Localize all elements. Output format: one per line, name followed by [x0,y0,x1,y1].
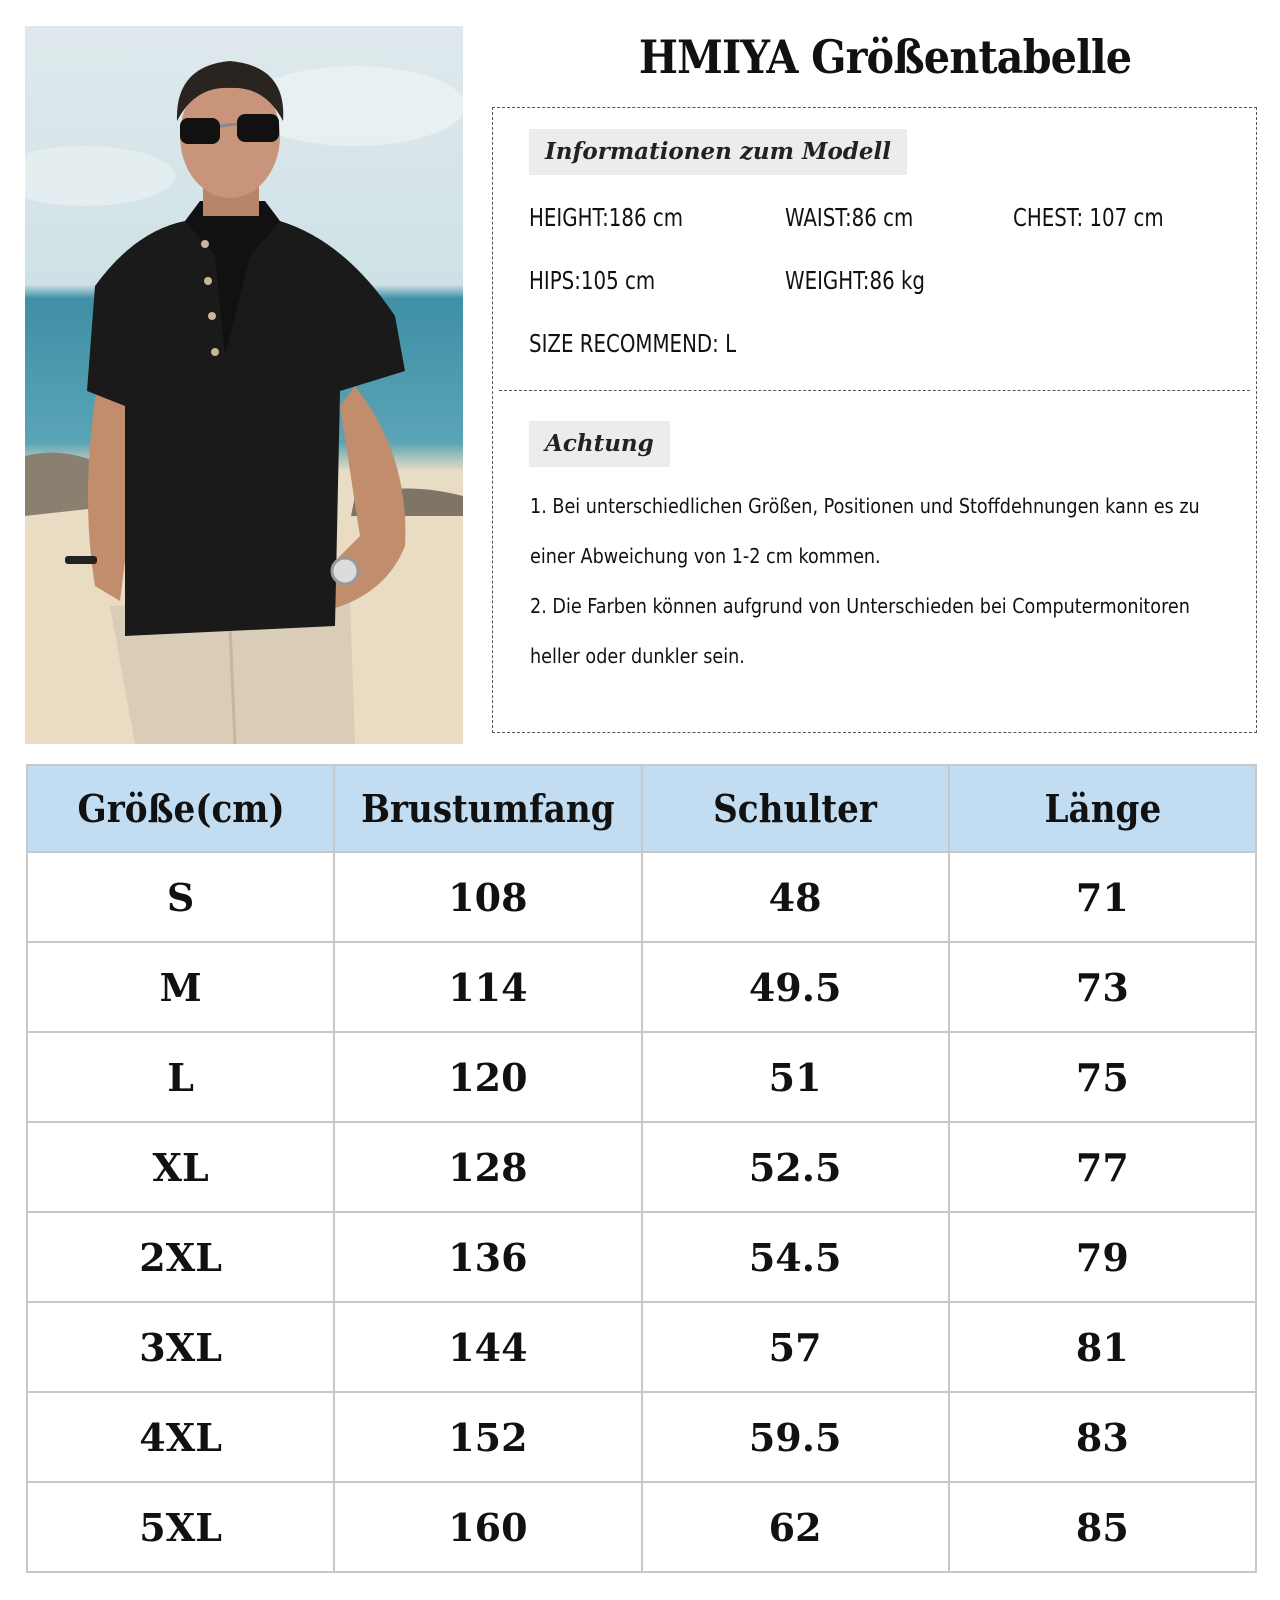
size-table [26,764,1257,1573]
table-row [27,1392,1256,1482]
cell-chest: 136 [334,1212,641,1302]
cell-size: L [27,1032,334,1122]
model-photo [25,26,463,744]
cell-chest: 120 [334,1032,641,1122]
cell-shoulder: 51 [642,1032,949,1122]
cell-shoulder: 48 [642,852,949,942]
cell-shoulder: 57 [642,1302,949,1392]
cell-length: 85 [949,1482,1256,1572]
header-shoulder: Schulter [642,765,949,852]
cell-chest: 144 [334,1302,641,1392]
attention-line-2: einer Abweichung von 1-2 cm kommen. [530,544,881,568]
cell-shoulder: 59.5 [642,1392,949,1482]
cell-size: 2XL [27,1212,334,1302]
attention-line-4: heller oder dunkler sein. [530,644,745,668]
cell-shoulder: 62 [642,1482,949,1572]
cell-size: S [27,852,334,942]
cell-length: 71 [949,852,1256,942]
cell-size: 3XL [27,1302,334,1392]
cell-length: 73 [949,942,1256,1032]
cell-chest: 160 [334,1482,641,1572]
attention-heading: Achtung [529,421,670,467]
cell-length: 75 [949,1032,1256,1122]
spec-hips: HIPS:105 cm [529,266,656,295]
spec-size-recommend: SIZE RECOMMEND: L [529,329,737,358]
header-size: Größe(cm) [27,765,334,852]
table-row [27,942,1256,1032]
spec-weight: WEIGHT:86 kg [785,266,925,295]
info-divider [499,390,1250,391]
header-chest: Brustumfang [334,765,641,852]
model-illustration [25,26,463,744]
cell-size: 5XL [27,1482,334,1572]
cell-length: 81 [949,1302,1256,1392]
info-box [492,107,1257,733]
cell-length: 79 [949,1212,1256,1302]
attention-line-3: 2. Die Farben können aufgrund von Unterschieden bei Computermonitoren [530,594,1190,618]
cell-chest: 108 [334,852,641,942]
spec-waist: WAIST:86 cm [785,203,914,232]
cell-shoulder: 49.5 [642,942,949,1032]
cell-chest: 114 [334,942,641,1032]
model-info-heading: Informationen zum Modell [529,129,907,175]
spec-height: HEIGHT:186 cm [529,203,684,232]
cell-size: M [27,942,334,1032]
table-row [27,1212,1256,1302]
cell-chest: 128 [334,1122,641,1212]
cell-shoulder: 54.5 [642,1212,949,1302]
cell-chest: 152 [334,1392,641,1482]
table-row [27,1122,1256,1212]
cell-length: 83 [949,1392,1256,1482]
table-row [27,1032,1256,1122]
cell-shoulder: 52.5 [642,1122,949,1212]
cell-size: 4XL [27,1392,334,1482]
header-length: Länge [949,765,1256,852]
cell-size: XL [27,1122,334,1212]
table-row [27,1482,1256,1572]
spec-chest: CHEST: 107 cm [1013,203,1164,232]
attention-line-1: 1. Bei unterschiedlichen Größen, Positionen und Stoffdehnungen kann es zu [530,494,1200,518]
size-table-header-row [27,765,1256,852]
page-title: HMIYA Größentabelle [638,30,1132,84]
table-row [27,852,1256,942]
cell-length: 77 [949,1122,1256,1212]
table-row [27,1302,1256,1392]
